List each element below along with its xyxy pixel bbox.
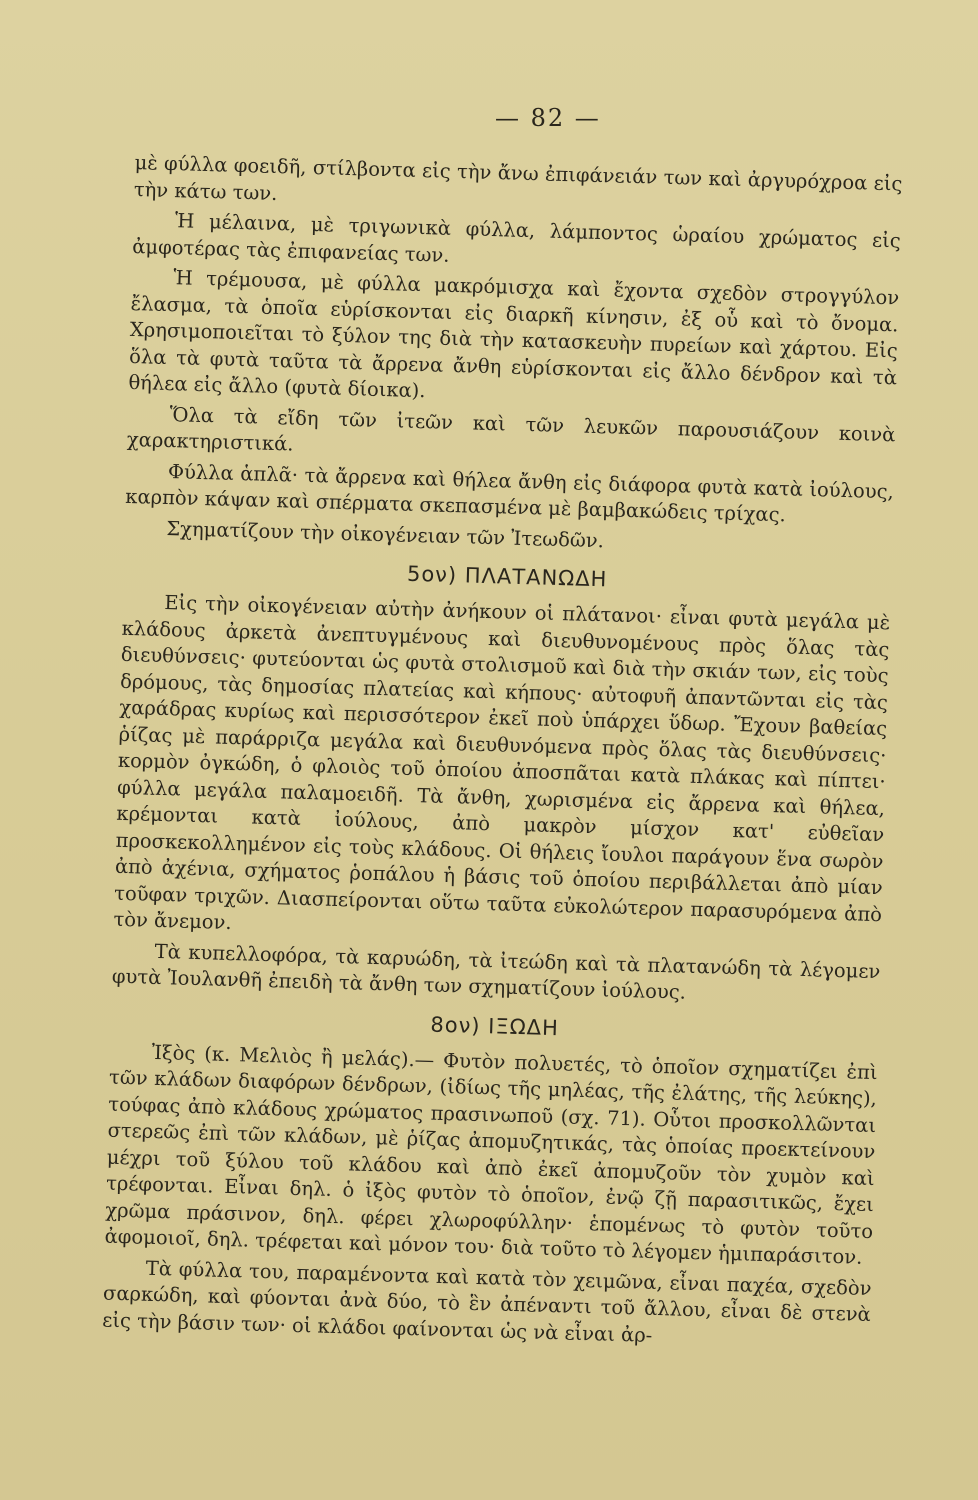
page-number: — 82 — bbox=[495, 104, 601, 132]
paragraph: Φύλλα ἁπλᾶ· τὰ ἄρρενα καὶ θήλεα ἄνθη εἰς διάφορα φυτὰ κατὰ ἰούλους, καρπὸν κάψαν καὶ σπέρματα σκεπασμένα μὲ βαμβακώδεις τρίχας. bbox=[125, 459, 895, 527]
paragraph: Ἡ μέλαινα, μὲ τριγωνικὰ φύλλα, λάμποντος ὡραίου χρώματος εἰς ἀμφοτέρας τὰς ἐπιφανείας των. bbox=[131, 209, 902, 267]
paragraph: μὲ φύλλα φοειδῆ, στίλβοντα εἰς τὴν ἄνω ἐπιφάνειάν των καὶ ἀργυρόχροα εἰς τὴν κάτω των. bbox=[133, 150, 903, 205]
section-heading-ixodi: 8ον) ΙΞΩΔΗ bbox=[430, 1012, 560, 1040]
paragraph: Τὰ φύλλα του, παραμένοντα καὶ κατὰ τὸν χειμῶνα, εἶναι παχέα, σχεδὸν σαρκώδη, καὶ φύονται ἀνὰ δύο, τὸ ἓν ἀπέναντι τοῦ ἄλλου, εἶναι δὲ στενὰ εἰς τὴν βάσιν των· οἱ κλάδοι φαίνονται ὡς νὰ εἶναι ἀρ- bbox=[102, 1256, 872, 1347]
paragraph: Ἡ τρέμουσα, μὲ φύλλα μακρόμισχα καὶ ἔχοντα σχεδὸν στρογγύλον ἔλασμα, τὰ ὁποῖα εὑρίσκονται εἰς διαρκῆ κίνησιν, ἐξ οὗ καὶ τὸ ὄνομα. Χρησιμοποιεῖται τὸ ξύλον της διὰ τὴν κατασκευὴν πυρείων καὶ χάρτου. Εἰς ὅλα τὰ φυτὰ ταῦτα τὰ ἄρρενα ἄνθη εὑρίσκονται εἰς ἄλλο δένδρον καὶ τὰ θήλεα εἰς ἄλλο (φυτὰ δίοικα). bbox=[128, 266, 900, 403]
paragraph: Σχηματίζουν τὴν οἰκογένειαν τῶν Ἰτεωδῶν. bbox=[166, 516, 605, 552]
paragraph: Ἰξὸς (κ. Μελιὸς ἢ μελάς).— Φυτὸν πολυετές, τὸ ὁποῖον σχηματίζει ἐπὶ τῶν κλάδων διαφόρων δένδρων, (ἰδίως τῆς μηλέας, τῆς ἐλάτης, τῆς λεύκης), τούφας ἀπὸ κλάδους χρώματος πρασινωποῦ (σχ. 71). Οὗτοι προσκολλῶνται στερεῶς ἐπὶ τῶν κλάδων, μὲ ῥίζας ἀπομυζητικάς, τὰς ὁποίας προεκτείνουν μέχρι τοῦ ξύλου τοῦ κλάδου καὶ ἀπὸ ἐκεῖ ἀπομυζοῦν τὸν χυμὸν καὶ τρέφονται. Εἶναι δηλ. ὁ ἰξὸς φυτὸν τὸ ὁποῖον, ἐνῷ ζῇ παρασιτικῶς, ἔχει χρῶμα πράσινον, δηλ. φέρει χλωροφύλλην· ἑπομένως τὸ φυτὸν τοῦτο ἀφομοιοῖ, δηλ. τρέφεται καὶ μόνον του· διὰ τοῦτο τὸ λέγομεν ἡμιπαράσιτον. bbox=[104, 1040, 878, 1269]
paragraph: Ὅλα τὰ εἴδη τῶν ἰτεῶν καὶ τῶν λευκῶν παρουσιάζουν κοινὰ χαρακτηριστικά. bbox=[126, 402, 896, 456]
section-heading-platanodi: 5ον) ΠΛΑΤΑΝΩΔΗ bbox=[406, 561, 608, 592]
paragraph: Τὰ κυπελλοφόρα, τὰ καρυώδη, τὰ ἰτεώδη καὶ τὰ πλατανώδη τὰ λέγομεν φυτὰ Ἰουλανθῆ ἐπειδὴ τὰ ἄνθη των σχηματίζουν ἰούλους. bbox=[111, 939, 881, 1004]
paragraph: Εἰς τὴν οἰκογένειαν αὐτὴν ἀνήκουν οἱ πλάτανοι· εἶναι φυτὰ μεγάλα μὲ κλάδους ἀρκετὰ ἀνεπτυγμένους καὶ διευθυνομένους πρὸς ὅλας τὰς διευθύνσεις· φυτεύονται ὡς φυτὰ στολισμοῦ καὶ διὰ τὴν σκιάν των, εἰς τοὺς δρόμους, τὰς δημοσίας πλατείας καὶ κήπους· αὐτοφυῆ ἀπαντῶνται εἰς τὰς χαράδρας κυρίως καὶ περισσότερον ἐκεῖ ποὺ ὑπάρχει ὕδωρ. Ἔχουν βαθείας ῥίζας μὲ παράρριζα μεγάλα καὶ διευθυνόμενα πρὸς ὅλας τὰς διευθύνσεις· κορμὸν ὀγκώδη, ὁ φλοιὸς τοῦ ὁποίου ἀποσπᾶται κατὰ πλάκας καὶ πίπτει· φύλλα μεγάλα παλαμοειδῆ. Τὰ ἄνθη, χωρισμένα εἰς ἄρρενα καὶ θήλεα, κρέμονται κατὰ ἰούλους, ἀπὸ μακρὸν μίσχον κατ' εὐθεῖαν προσκεκολλημένον εἰς τοὺς κλάδους. Οἱ θήλεις ἴουλοι παράγουν ἕνα σωρὸν ἀπὸ ἀχένια, σχήματος ῥοπάλου ἡ βάσις τοῦ ὁποίου περιβάλλεται ἀπὸ μίαν τοῦφαν τριχῶν. Διασπείρονται οὕτω ταῦτα εὐκολώτερον παρασυρόμενα ἀπὸ τὸν ἄνεμον. bbox=[113, 591, 891, 934]
page-body bbox=[102, 150, 903, 1355]
